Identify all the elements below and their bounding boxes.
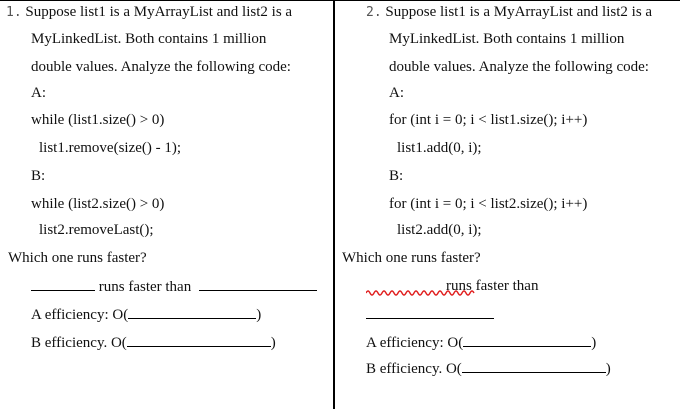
- q1-intro-3: double values. Analyze the following code:: [31, 59, 291, 75]
- q2-runs-faster: runs faster than: [446, 278, 539, 294]
- q2-a-loop: for (int i = 0; i < list1.size(); i++): [389, 112, 588, 128]
- q1-faster-blank[interactable]: [31, 277, 95, 291]
- q2-intro-3: double values. Analyze the following code:: [389, 59, 649, 75]
- q2-b-loop: for (int i = 0; i < list2.size(); i++): [389, 196, 588, 212]
- q2-a-body: list1.add(0, i);: [397, 140, 482, 156]
- q1-a-loop: while (list1.size() > 0): [31, 112, 165, 128]
- q1-a-body: list1.remove(size() - 1);: [39, 140, 182, 156]
- q1-question: Which one runs faster?: [8, 250, 147, 266]
- q1-a-eff-blank[interactable]: [128, 305, 256, 319]
- q1-a-label: A:: [31, 85, 46, 101]
- q2-b-eff-suffix: ): [605, 361, 611, 377]
- q2-b-efficiency: [366, 359, 611, 378]
- q2-question: Which one runs faster?: [342, 250, 481, 266]
- q1-b-eff-blank[interactable]: [127, 333, 271, 347]
- q1-number: 1.: [6, 5, 22, 20]
- q2-b-eff-blank[interactable]: [462, 359, 606, 373]
- q2-line1: [366, 3, 652, 22]
- q2-a-label: A:: [389, 85, 404, 101]
- q2-intro-2: MyLinkedList. Both contains 1 million: [389, 31, 625, 47]
- q2-a-eff-suffix: ): [591, 335, 597, 351]
- column-divider: [333, 0, 335, 409]
- q2-a-eff-blank[interactable]: [463, 333, 591, 347]
- q1-b-loop: while (list2.size() > 0): [31, 196, 165, 212]
- q2-b-eff-prefix: B efficiency. O(: [366, 361, 462, 377]
- q2-slower-row: [366, 305, 494, 324]
- q1-b-body: list2.removeLast();: [39, 222, 154, 238]
- q1-intro-1: Suppose list1 is a MyArrayList and list2 is a: [25, 4, 293, 20]
- q1-a-eff-prefix: A efficiency: O(: [31, 307, 129, 323]
- q1-answer-row: [31, 277, 317, 296]
- q1-b-efficiency: [31, 333, 276, 352]
- q2-intro-1: Suppose list1 is a MyArrayList and list2 is a: [385, 4, 653, 20]
- q1-runs-faster: runs faster than: [98, 279, 192, 295]
- q2-a-eff-prefix: A efficiency: O(: [366, 335, 464, 351]
- q2-slower-blank[interactable]: [366, 305, 494, 319]
- q1-intro-2: MyLinkedList. Both contains 1 million: [31, 31, 267, 47]
- q1-b-eff-prefix: B efficiency. O(: [31, 335, 127, 351]
- q1-line1: [6, 3, 292, 22]
- q2-b-body: list2.add(0, i);: [397, 222, 482, 238]
- q1-b-eff-suffix: ): [270, 335, 276, 351]
- q2-number: 2.: [366, 5, 382, 20]
- q2-b-label: B:: [389, 168, 404, 184]
- q2-a-efficiency: [366, 333, 596, 352]
- q1-b-label: B:: [31, 168, 46, 184]
- q1-a-eff-suffix: ): [256, 307, 262, 323]
- q1-a-efficiency: [31, 305, 261, 324]
- top-rule: [0, 0, 680, 1]
- q1-slower-blank[interactable]: [199, 277, 317, 291]
